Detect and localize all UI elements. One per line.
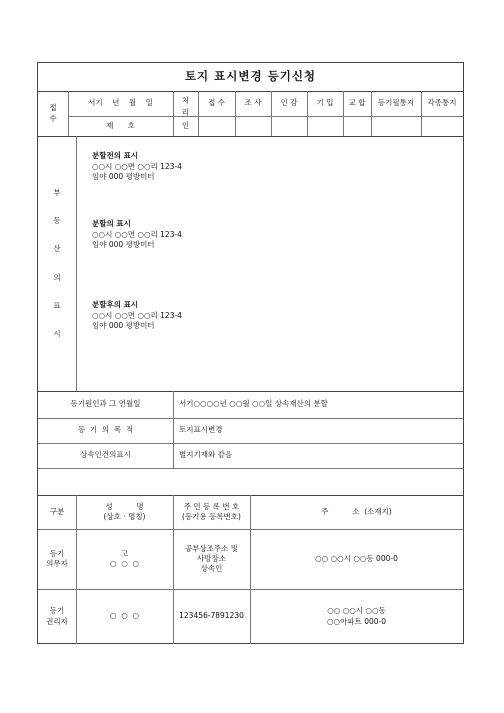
obligee-label-line: 등기 <box>49 606 65 616</box>
obligee-address-line: ○○ ○○시 ○○동 <box>327 606 386 616</box>
obligor-label <box>38 529 76 589</box>
party-name-header-line: (상호 · 명칭) <box>103 512 146 521</box>
process-col-header: 등기필통지 <box>377 98 415 108</box>
receipt-label-char: 접 <box>49 103 57 113</box>
property-address: ○○시 ○○면 ○○리 123-4 <box>92 310 182 320</box>
obligee-id: 123456-7891230 <box>179 611 244 621</box>
property-label-char: 부 <box>53 188 61 198</box>
property-detail: 임야 000 평방미터 <box>92 321 155 330</box>
process-label-char: 처 <box>181 96 190 106</box>
party-address-header: 주 소 (소재지) <box>321 506 392 516</box>
property-label-char: 동 <box>53 216 61 226</box>
property-label-char: 의 <box>53 272 61 282</box>
property-block-split <box>92 219 182 251</box>
obligor-name-line: 고 <box>120 548 129 558</box>
property-block-after <box>92 300 182 332</box>
info-line-3 <box>38 468 463 469</box>
property-address: ○○시 ○○면 ○○리 123-4 <box>92 229 182 239</box>
cause-date-value: 서기○○○○년 ○○월 ○○일 상속재산의 분할 <box>179 399 328 409</box>
registration-form <box>37 62 464 644</box>
property-address: ○○시 ○○면 ○○리 123-4 <box>92 161 182 171</box>
party-id-header <box>173 495 250 529</box>
heir-value: 별지기재와 같음 <box>179 450 233 460</box>
party-id-header-line: (등기용 등록번호) <box>182 512 241 521</box>
property-label-char: 시 <box>53 328 61 338</box>
obligor-id-line: 상속인 <box>200 564 223 574</box>
purpose-label: 등 기 의 목 적 <box>77 425 134 435</box>
property-block-before <box>92 151 182 183</box>
party-category-header: 구분 <box>49 506 65 516</box>
property-heading: 분할후의 표시 <box>92 300 139 309</box>
receipt-label <box>38 91 68 136</box>
property-detail: 임야 000 평방미터 <box>92 172 155 181</box>
process-label-char: 인 <box>181 120 190 130</box>
obligee-address-line: ○○아파트 000-0 <box>326 616 386 626</box>
party-name-header-line: 성 명 <box>105 501 144 511</box>
heir-label: 상속인건의표시 <box>80 450 131 460</box>
obligee-name: ○ ○ ○ <box>109 611 140 621</box>
receipt-label-char: 수 <box>49 113 57 123</box>
obligor-name-line: ○ ○ ○ <box>109 559 140 568</box>
process-col-header: 기 입 <box>316 98 334 108</box>
process-col-header: 각종통지 <box>427 98 457 108</box>
purpose-value: 토지표시변경 <box>179 425 223 435</box>
property-vline <box>76 136 77 391</box>
receipt-bottom-line <box>38 136 463 137</box>
property-heading: 분할전의 표시 <box>92 151 139 160</box>
party-name-header <box>76 495 173 529</box>
receipt-number-label: 제 호 <box>106 120 135 130</box>
obligor-id <box>173 529 250 589</box>
obligor-label-line: 의무자 <box>46 559 68 568</box>
cause-date-label: 등기원인과 그 연월일 <box>70 399 141 409</box>
obligor-label-line: 등기 <box>49 548 65 558</box>
property-label-char: 산 <box>53 244 61 254</box>
property-label-char: 표 <box>53 300 61 310</box>
obligee-label <box>38 589 76 644</box>
form-title: 토지 표시변경 등기신청 <box>184 69 317 84</box>
obligor-id-line: 사망장소 <box>197 553 226 563</box>
party-id-header-line: 주 민 등 록 번 호 <box>183 501 240 511</box>
obligor-id-line: 공부상조주소 및 <box>184 543 239 553</box>
process-col-header: 접 수 <box>208 98 225 108</box>
property-heading: 분할의 표시 <box>92 219 131 228</box>
process-col-header: 인 감 <box>280 98 298 108</box>
process-col-header: 조 사 <box>244 98 262 108</box>
info-vline <box>173 391 174 468</box>
process-label <box>173 91 198 136</box>
obligee-address <box>250 589 463 644</box>
process-label-char: 리 <box>181 108 190 118</box>
property-side-label <box>38 136 76 391</box>
obligee-label-line: 권리자 <box>46 616 68 626</box>
process-col-header: 교 합 <box>348 98 366 108</box>
property-detail: 임야 000 평방미터 <box>92 240 155 249</box>
obligor-name <box>76 529 173 589</box>
receipt-date-label: 서기 년 월 일 <box>88 98 153 108</box>
obligor-address: ○○ ○○시 ○○동 000-0 <box>315 553 398 563</box>
